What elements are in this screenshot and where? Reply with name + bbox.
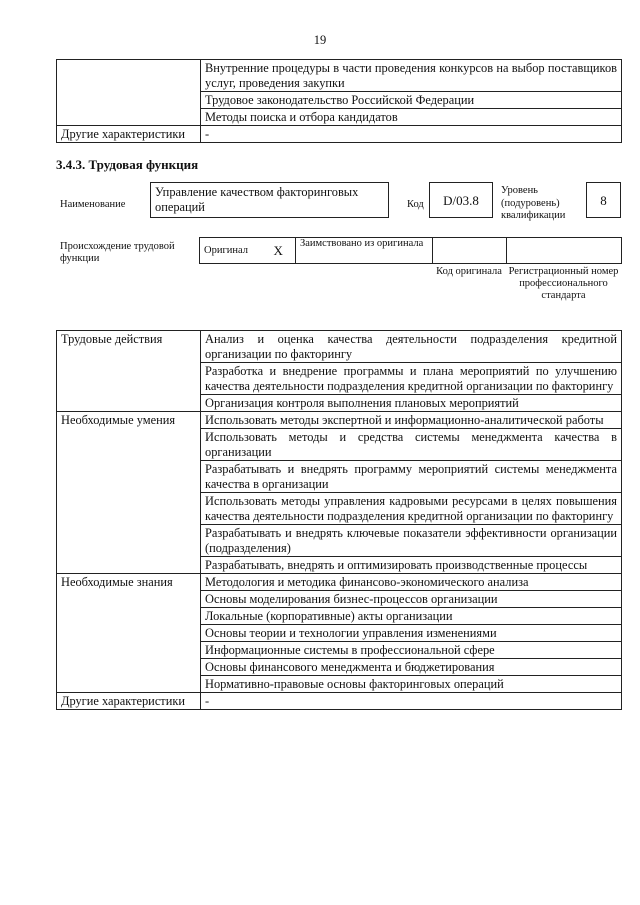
level-value: 8 (586, 182, 621, 218)
group-label: Трудовые действия (57, 331, 201, 412)
group-item: Организация контроля выполнения плановых мероприятий (201, 395, 622, 412)
top-table (56, 59, 622, 143)
table-row (57, 693, 622, 710)
name-value: Управление качеством факторинговых операций (150, 182, 389, 218)
group-item: Использовать методы управления кадровыми ресурсами в целях повышения качества деятельности подразделения кредитной организации по факторингу (201, 493, 622, 525)
group-item: Основы теории и технологии управления изменениями (201, 625, 622, 642)
table-row (57, 412, 622, 429)
origin-label: Происхождение трудовой функции (60, 241, 175, 264)
section-title: 3.4.3. Трудовая функция (56, 157, 199, 172)
row-description: Трудовое законодательство Российской Федерации (201, 92, 622, 109)
group-item: Разрабатывать, внедрять и оптимизировать производственные процессы (201, 557, 622, 574)
row-description: Внутренние процедуры в части проведения конкурсов на выбор поставщиков услуг, проведения закупки (201, 60, 622, 92)
group-item: Разрабатывать и внедрять программу мероприятий системы менеджмента качества в организации (201, 461, 622, 493)
group-item: Методология и методика финансово-экономического анализа (201, 574, 622, 591)
group-item: Локальные (корпоративные) акты организации (201, 608, 622, 625)
group-label: Необходимые умения (57, 412, 201, 574)
reg-number-cell (507, 238, 622, 264)
code-label: Код (407, 199, 424, 210)
table-row (57, 331, 622, 363)
group-label: Необходимые знания (57, 574, 201, 693)
original-label: Оригинал (200, 238, 262, 264)
table-row (57, 60, 622, 92)
table-row (57, 126, 622, 143)
group-item: Нормативно-правовые основы факторинговых операций (201, 676, 622, 693)
group-item: - (201, 693, 622, 710)
group-item: Разработка и внедрение программы и плана мероприятий по улучшению качества деятельности подразделения кредитной организации по факторингу (201, 363, 622, 395)
borrowed-label: Заимствовано из оригинала (296, 238, 433, 264)
group-item: Основы финансового менеджмента и бюджетирования (201, 659, 622, 676)
row-description: Методы поиска и отбора кандидатов (201, 109, 622, 126)
group-item: Основы моделирования бизнес-процессов организации (201, 591, 622, 608)
group-item: Использовать методы и средства системы менеджмента качества в организации (201, 429, 622, 461)
main-table (56, 330, 622, 710)
code-value: D/03.8 (429, 182, 493, 218)
reg-number-caption: Регистрационный номер профессионального стандарта (508, 266, 619, 301)
name-label: Наименование (60, 199, 126, 210)
original-mark: X (262, 238, 296, 264)
code-original-caption: Код оригинала (436, 266, 502, 277)
row-label (57, 60, 201, 126)
group-label: Другие характеристики (57, 693, 201, 710)
group-item: Разрабатывать и внедрять ключевые показатели эффективности организации (подразделения) (201, 525, 622, 557)
code-original-cell (433, 238, 507, 264)
page-number: 19 (313, 33, 327, 47)
group-item: Информационные системы в профессиональной сфере (201, 642, 622, 659)
group-item: Анализ и оценка качества деятельности подразделения кредитной организации по факторингу (201, 331, 622, 363)
level-label: Уровень (подуровень) квалификации (501, 185, 566, 221)
row-label: Другие характеристики (57, 126, 201, 143)
group-item: Использовать методы экспертной и информационно-аналитической работы (201, 412, 622, 429)
row-description: - (201, 126, 622, 143)
table-row (57, 574, 622, 591)
origin-table (199, 237, 622, 264)
